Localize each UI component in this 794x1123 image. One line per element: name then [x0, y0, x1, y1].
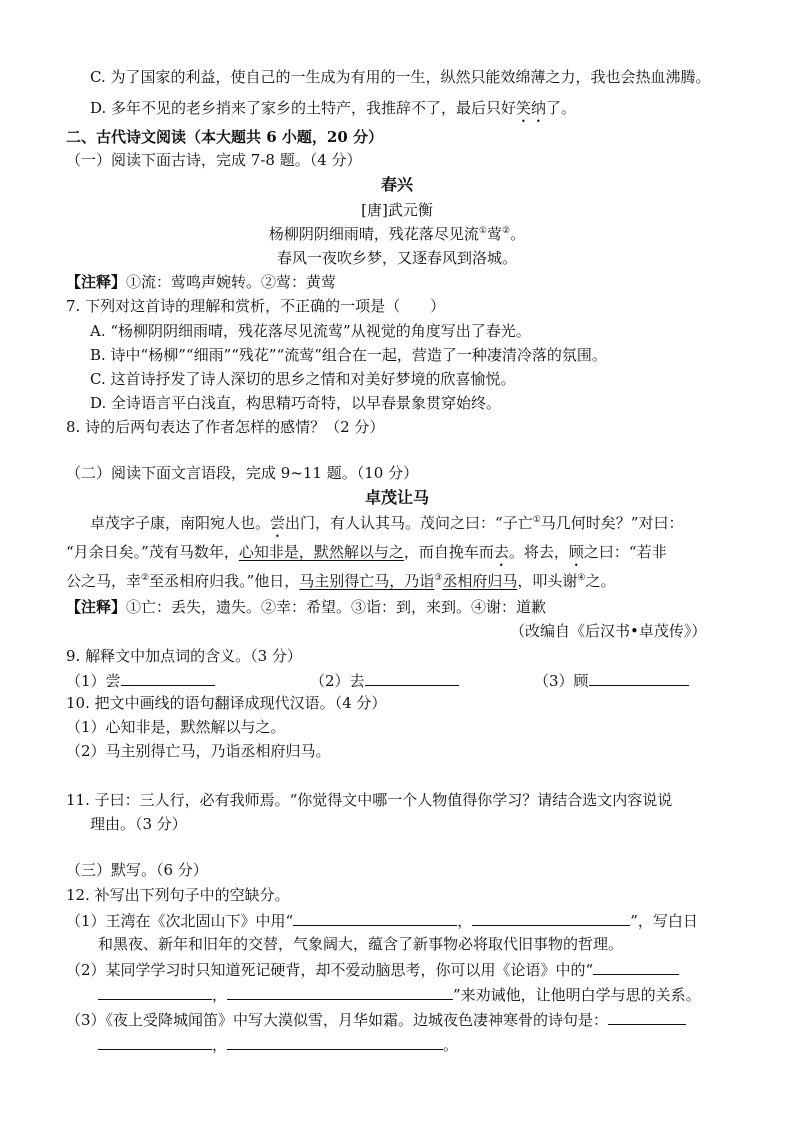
q7-option-c: C. 这首诗抒发了诗人深切的思乡之情和对美好梦境的欣喜愉悦。 [90, 370, 516, 388]
poem-line-1-c: 。 [510, 225, 526, 243]
poem-author: [唐]武元衡 [361, 201, 433, 219]
q6-dotted-word: 笑纳 [516, 99, 547, 117]
q9-item-label: （3）顾 [534, 672, 589, 690]
passage-line-1 [90, 512, 683, 541]
dotted-word: 顾 [568, 543, 584, 561]
q10-sentence-2: （2）马主别得亡马，乃诣丞相府归马。 [66, 742, 331, 760]
note-label: 【注释】 [66, 598, 127, 616]
answer-blank[interactable] [121, 669, 215, 686]
answer-blank[interactable] [293, 909, 457, 926]
footnote-mark: ② [141, 573, 150, 583]
q7-stem: 7. 下列对这首诗的理解和赏析，不正确的一项是（ ） [66, 297, 446, 315]
q12-item-2 [66, 958, 679, 981]
answer-blank[interactable] [98, 1033, 212, 1050]
passage-line-3 [66, 570, 615, 592]
q12-item-1 [66, 909, 698, 932]
q8-stem: 8. 诗的后两句表达了作者怎样的感情？（2 分） [66, 418, 385, 436]
q11-line-2: 理由。（3 分） [90, 815, 187, 833]
q9-item-label: （2）去 [310, 672, 365, 690]
part2-intro: （二）阅读下面文言语段，完成 9~11 题。（10 分） [66, 464, 419, 482]
q12-text: ”，写白日 [630, 912, 698, 930]
q6-option-d [90, 97, 576, 126]
poem-note [66, 271, 336, 293]
q12-item-3-cont [98, 1033, 458, 1056]
part3-intro: （三）默写。（6 分） [66, 861, 208, 879]
q6-option-c [90, 66, 710, 88]
q6-option-d-text: D. 多年不见的老乡捎来了家乡的土特产，我推辞不了，最后只好 [90, 99, 517, 117]
passage-text: “月余日矣。”茂有马数年， [66, 543, 239, 561]
passage-note [66, 596, 546, 618]
footnote-mark: ④ [577, 573, 586, 583]
q12-text: （3）《夜上受降城闻笛》中写大漠似雪，月华如霜。边城夜色凄神寒骨的诗句是： [66, 1011, 609, 1029]
section-heading: 二、古代诗文阅读（本大题共 6 小题，20 分） [66, 128, 383, 146]
q12-text: （1）王湾在《次北固山下》中用“ [66, 912, 294, 930]
passage-line-2 [66, 541, 667, 570]
q11-line-1: 11. 子曰：三人行，必有我师焉。“你觉得文中哪一个人物值得你学习？请结合选文内容说说 [66, 791, 673, 809]
q9-item-2 [310, 669, 459, 692]
note-text: ①流：莺鸣声婉转。②莺：黄莺 [126, 273, 337, 291]
answer-blank[interactable] [608, 1008, 686, 1025]
passage-text: 之曰：“若非 [583, 543, 667, 561]
q9-item-3 [534, 669, 689, 692]
q7-option-b: B. 诗中“杨柳”“细雨”“残花”“流莺”组合在一起，营造了一种凄清冷落的氛围。 [90, 346, 607, 364]
underlined-sentence: 马主别得亡马，乃诣 [299, 572, 435, 590]
q12-item-3 [66, 1008, 686, 1031]
q9-item-1 [66, 669, 215, 692]
q7-option-d: D. 全诗语言平白浅直，构思精巧奇特，以早春景象贯穿始终。 [90, 394, 502, 412]
footnote-mark: ① [532, 515, 541, 525]
underlined-sentence: 丞相府归马 [442, 572, 518, 590]
underlined-sentence: 心知非是，默然解以与之 [238, 543, 404, 561]
passage-text: ，叩头谢 [517, 572, 578, 590]
poem-line-1 [0, 223, 794, 245]
passage-source: （改编自《后汉书•卓茂传》） [510, 622, 707, 640]
passage-text: 出门，有人认其马。茂问之曰：“子亡 [285, 514, 533, 532]
q12-text: （2）某同学学习时只知道死记硬背，却不爱动脑思考，你可以用《论语》中的“ [66, 961, 594, 979]
dotted-word: 去 [493, 543, 509, 561]
answer-blank[interactable] [365, 669, 459, 686]
q6-option-d-end: 了。 [546, 99, 577, 117]
footnote-mark: ① [478, 226, 487, 236]
answer-blank[interactable] [589, 669, 689, 686]
note-text: ①亡：丢失，遗失。②幸：希望。③诣：到，来到。④谢：道歉 [126, 598, 547, 616]
q6-option-c-text: C. 为了国家的利益，使自己的一生成为有用的一生，纵然只能效绵薄之力，我也会热血沸腾。 [90, 68, 711, 86]
poem-line-1-b: 莺 [486, 225, 502, 243]
passage-text: 之。 [585, 572, 616, 590]
passage-title: 卓茂让马 [364, 488, 429, 507]
q12-stem: 12. 补写出下列句子中的空缺分。 [66, 886, 290, 904]
answer-blank[interactable] [227, 1033, 443, 1050]
q9-stem: 9. 解释文中加点词的含义。（3 分） [66, 647, 302, 665]
q12-text: 。 [443, 1036, 459, 1054]
answer-blank[interactable] [98, 983, 212, 1000]
poem-line-1-a: 杨柳阴阴细雨晴，残花落尽见流 [268, 225, 479, 243]
q12-text: ， [212, 1036, 228, 1054]
footnote-mark: ② [502, 226, 511, 236]
passage-text: ，而自挽车而 [403, 543, 494, 561]
q7-option-a: A. “杨柳阴阴细雨晴，残花落尽见流莺”从视觉的角度写出了春光。 [90, 322, 531, 340]
q9-item-label: （1）尝 [66, 672, 121, 690]
q12-item-2-cont [98, 983, 701, 1006]
answer-blank[interactable] [472, 909, 630, 926]
poem-line-2: 春风一夜吹乡梦，又逐春风到洛城。 [276, 249, 517, 267]
q10-sentence-1: （1）心知非是，默然解以与之。 [66, 718, 286, 736]
dotted-word: 尝 [270, 514, 286, 532]
note-label: 【注释】 [66, 273, 127, 291]
answer-blank[interactable] [227, 983, 453, 1000]
passage-text: 。将去， [508, 543, 569, 561]
passage-text: 公之马，幸 [66, 572, 142, 590]
passage-text: 至丞相府归我。”他日， [149, 572, 300, 590]
q12-text: ， [212, 986, 228, 1004]
poem-title: 春兴 [380, 175, 413, 194]
q12-item-1-cont: 和黑夜、新年和旧年的交替，气象阔大，蕴含了新事物必将取代旧事物的哲理。 [98, 935, 624, 953]
q10-stem: 10. 把文中画线的语句翻译成现代汉语。（4 分） [66, 694, 387, 712]
part1-intro: （一）阅读下面古诗，完成 7-8 题。（4 分） [66, 151, 362, 169]
footnote-mark: ③ [434, 573, 443, 583]
answer-blank[interactable] [593, 958, 679, 975]
passage-text: 卓茂字子康，南阳宛人也。 [90, 514, 271, 532]
q12-text: ”来劝诫他，让他明白学与思的关系。 [453, 986, 701, 1004]
q12-text: ， [457, 912, 473, 930]
passage-text: 马几何时矣？”对曰： [540, 514, 684, 532]
